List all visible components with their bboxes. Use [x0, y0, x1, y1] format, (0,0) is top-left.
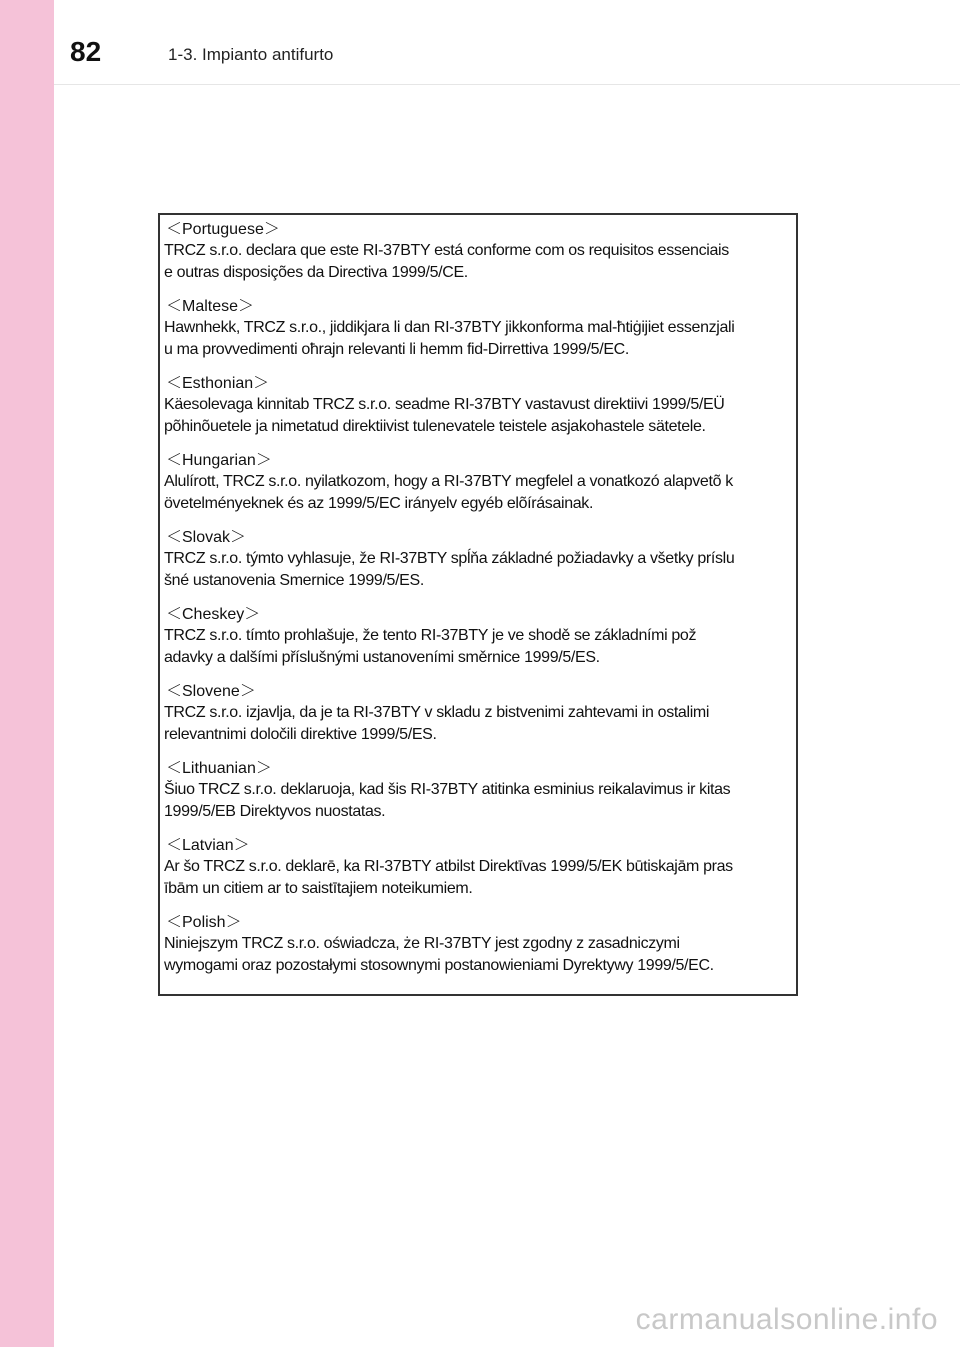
declaration-slovak	[164, 527, 796, 592]
declaration-heading: ＜Esthonian＞	[166, 375, 270, 392]
declaration-heading: ＜Maltese＞	[166, 298, 255, 315]
declaration-portuguese	[164, 219, 796, 284]
declaration-heading: ＜Slovene＞	[166, 683, 256, 700]
declaration-text: Hawnhekk, TRCZ s.r.o., jiddikjara li dan RI-37BTY jikkonforma mal-ħtiġijiet essenzjali u ma provvedimenti oħrajn relevanti li hemm fid-Dirrettiva 1999/5/EC.	[164, 319, 735, 358]
declaration-text: Šiuo TRCZ s.r.o. deklaruoja, kad šis RI-37BTY atitinka esminius reikalavimus ir kitas 1999/5/EB Direktyvos nuostatas.	[164, 781, 731, 820]
page-number: 82	[70, 36, 102, 67]
chapter-side-band	[0, 0, 54, 1347]
section-title: 1-3. Impianto antifurto	[168, 45, 334, 64]
declaration-heading: ＜Slovak＞	[166, 529, 247, 546]
declaration-text: TRCZ s.r.o. declara que este RI-37BTY está conforme com os requisitos essenciais e outras disposições da Directiva 1999/5/CE.	[164, 242, 729, 281]
declaration-latvian	[164, 835, 796, 900]
declaration-heading: ＜Polish＞	[166, 914, 242, 931]
declaration-text: TRCZ s.r.o. tímto prohlašuje, že tento RI-37BTY je ve shodě se základními pož adavky a dalšími příslušnými ustanoveními směrnice 1999/5/ES.	[164, 627, 697, 666]
declaration-cheskey	[164, 604, 796, 669]
declaration-text: Ar šo TRCZ s.r.o. deklarē, ka RI-37BTY atbilst Direktīvas 1999/5/EK būtiskajām pras ībām un citiem ar to saistītajiem noteikumiem.	[164, 858, 733, 897]
declaration-esthonian	[164, 373, 796, 438]
declaration-heading: ＜Latvian＞	[166, 837, 250, 854]
declaration-text: Niniejszym TRCZ s.r.o. oświadcza, że RI-37BTY jest zgodny z zasadniczymi wymogami oraz pozostałymi stosownymi postanowieniami Dyrektywy 1999/5/EC.	[164, 935, 714, 974]
watermark: carmanualsonline.info	[635, 1303, 938, 1336]
declaration-hungarian	[164, 450, 796, 515]
declaration-heading: ＜Cheskey＞	[166, 606, 261, 623]
declaration-box	[158, 213, 798, 996]
declaration-polish	[164, 912, 796, 977]
header-divider	[54, 84, 960, 85]
declaration-lithuanian	[164, 758, 796, 823]
declaration-heading: ＜Hungarian＞	[166, 452, 272, 469]
declaration-text: TRCZ s.r.o. týmto vyhlasuje, že RI-37BTY spĺňa základné požiadavky a všetky príslu šné ustanovenia Smernice 1999/5/ES.	[164, 550, 735, 589]
declaration-heading: ＜Portuguese＞	[166, 221, 280, 238]
declaration-text: Alulírott, TRCZ s.r.o. nyilatkozom, hogy a RI-37BTY megfelel a vonatkozó alapvetõ k övetelményeknek és az 1999/5/EC irányelv egyéb elõírásainak.	[164, 473, 733, 512]
declaration-maltese	[164, 296, 796, 361]
declaration-text: Käesolevaga kinnitab TRCZ s.r.o. seadme RI-37BTY vastavust direktiivi 1999/5/EÜ põhinõuetele ja nimetatud direktiivist tulenevatele teistele asjakohastele sätetele.	[164, 396, 725, 435]
declaration-text: TRCZ s.r.o. izjavlja, da je ta RI-37BTY v skladu z bistvenimi zahtevami in ostalimi relevantnimi določili direktive 1999/5/ES.	[164, 704, 710, 743]
declaration-slovene	[164, 681, 796, 746]
declaration-heading: ＜Lithuanian＞	[166, 760, 272, 777]
